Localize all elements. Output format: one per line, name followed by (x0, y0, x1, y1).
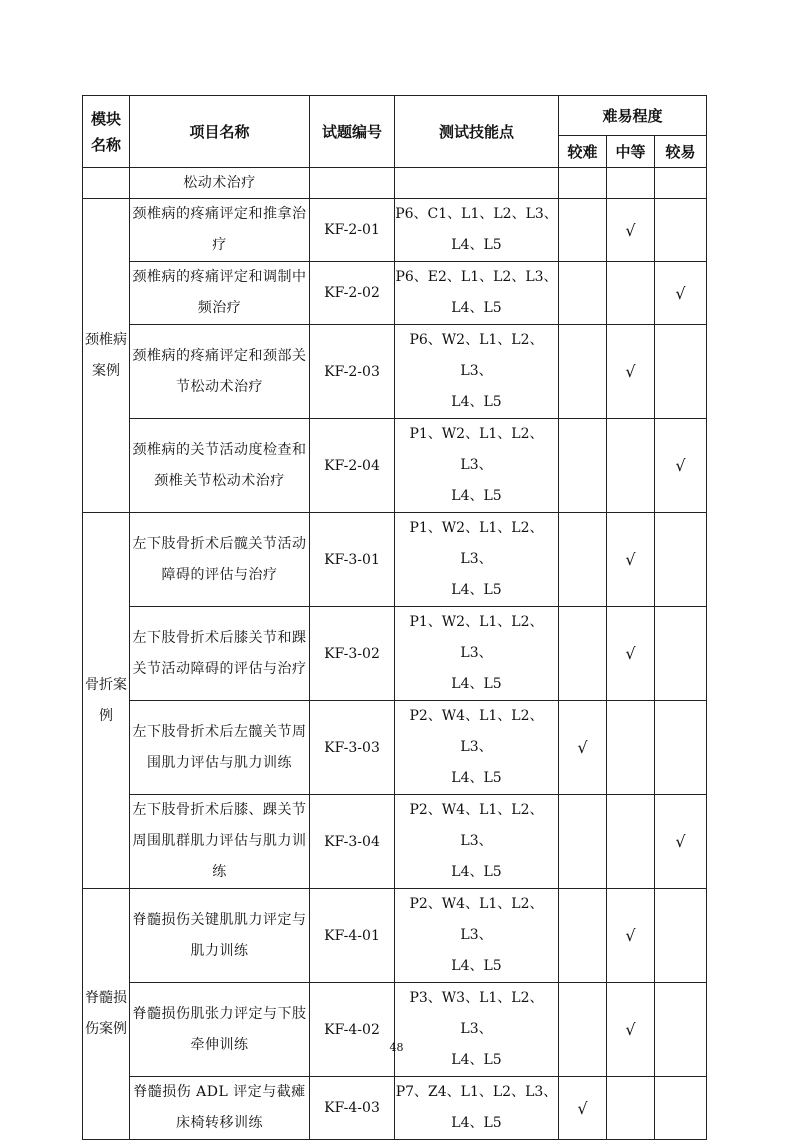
header-code: 试题编号 (310, 96, 395, 168)
item-code: KF-4-02 (310, 983, 395, 1077)
table-row (83, 325, 707, 419)
item-code: KF-3-03 (310, 701, 395, 795)
check-hard (559, 325, 607, 419)
project-name: 颈椎病的疼痛评定和推拿治疗 (130, 199, 310, 262)
table-row (83, 701, 707, 795)
item-code: KF-4-03 (310, 1077, 395, 1140)
skill-points: P2、W4、L1、L2、L3、 L4、L5 (395, 795, 559, 889)
check-easy (655, 1077, 707, 1140)
item-code: KF-4-01 (310, 889, 395, 983)
skill-points: P7、Z4、L1、L2、L3、 L4、L5 (395, 1077, 559, 1140)
check-hard: √ (559, 1077, 607, 1140)
check-medium: √ (607, 983, 655, 1077)
check-easy: √ (655, 795, 707, 889)
table-row (83, 199, 707, 262)
header-easy: 较易 (655, 136, 707, 168)
page-number: 48 (389, 1041, 404, 1054)
project-name: 左下肢骨折术后髋关节活动障碍的评估与治疗 (130, 513, 310, 607)
check-medium (607, 1077, 655, 1140)
skill-points: P1、W2、L1、L2、L3、 L4、L5 (395, 607, 559, 701)
table-row (83, 1077, 707, 1140)
project-name: 左下肢骨折术后膝、踝关节周围肌群肌力评估与肌力训练 (130, 795, 310, 889)
module-cell: 骨折案例 (83, 513, 130, 889)
table-row (83, 262, 707, 325)
item-code: KF-3-02 (310, 607, 395, 701)
check-easy: √ (655, 262, 707, 325)
check-medium: √ (607, 513, 655, 607)
table-row (83, 795, 707, 889)
project-name: 脊髓损伤 ADL 评定与截瘫床椅转移训练 (130, 1077, 310, 1140)
check-medium (607, 701, 655, 795)
skill-points: P6、C1、L1、L2、L3、 L4、L5 (395, 199, 559, 262)
header-medium: 中等 (607, 136, 655, 168)
project-name: 左下肢骨折术后左髋关节周围肌力评估与肌力训练 (130, 701, 310, 795)
skill-points: P2、W4、L1、L2、L3、 L4、L5 (395, 889, 559, 983)
project-name: 脊髓损伤关键肌肌力评定与肌力训练 (130, 889, 310, 983)
header-difficulty: 难易程度 (559, 96, 707, 136)
skill-points: P1、W2、L1、L2、L3、 L4、L5 (395, 513, 559, 607)
check-medium: √ (607, 607, 655, 701)
check-easy (655, 325, 707, 419)
module-cell: 脊髓损伤案例 (83, 889, 130, 1140)
check-hard (559, 262, 607, 325)
continuation-row (83, 168, 707, 199)
check-easy (655, 983, 707, 1077)
check-easy (655, 513, 707, 607)
table-row (83, 607, 707, 701)
table-row (83, 983, 707, 1077)
table-row (83, 419, 707, 513)
check-hard (559, 513, 607, 607)
check-hard (559, 199, 607, 262)
skill-points: P6、E2、L1、L2、L3、 L4、L5 (395, 262, 559, 325)
check-hard: √ (559, 701, 607, 795)
check-easy (655, 701, 707, 795)
item-code: KF-2-03 (310, 325, 395, 419)
item-code: KF-2-04 (310, 419, 395, 513)
item-code: KF-3-01 (310, 513, 395, 607)
check-medium (607, 419, 655, 513)
table-row (83, 889, 707, 983)
skill-points: P3、W3、L1、L2、L3、 L4、L5 (395, 983, 559, 1077)
table-row (83, 513, 707, 607)
item-code: KF-3-04 (310, 795, 395, 889)
check-hard (559, 607, 607, 701)
item-code: KF-2-01 (310, 199, 395, 262)
item-code: KF-2-02 (310, 262, 395, 325)
check-medium (607, 795, 655, 889)
header-skills: 测试技能点 (395, 96, 559, 168)
header-hard: 较难 (559, 136, 607, 168)
header-project: 项目名称 (130, 96, 310, 168)
skill-points: P6、W2、L1、L2、L3、 L4、L5 (395, 325, 559, 419)
project-name: 松动术治疗 (130, 168, 310, 199)
module-cell: 颈椎病案例 (83, 199, 130, 513)
project-name: 颈椎病的疼痛评定和调制中频治疗 (130, 262, 310, 325)
check-hard (559, 889, 607, 983)
check-hard (559, 983, 607, 1077)
check-easy (655, 889, 707, 983)
skill-points: P2、W4、L1、L2、L3、 L4、L5 (395, 701, 559, 795)
skill-points: P1、W2、L1、L2、L3、 L4、L5 (395, 419, 559, 513)
check-hard (559, 795, 607, 889)
check-medium (607, 262, 655, 325)
project-name: 左下肢骨折术后膝关节和踝关节活动障碍的评估与治疗 (130, 607, 310, 701)
check-medium: √ (607, 199, 655, 262)
header-module: 模块名称 (83, 96, 130, 168)
check-easy (655, 199, 707, 262)
check-easy: √ (655, 419, 707, 513)
project-name: 脊髓损伤肌张力评定与下肢牵伸训练 (130, 983, 310, 1077)
check-medium: √ (607, 889, 655, 983)
exam-items-table (82, 95, 707, 1140)
project-name: 颈椎病的关节活动度检查和颈椎关节松动术治疗 (130, 419, 310, 513)
check-medium: √ (607, 325, 655, 419)
check-easy (655, 607, 707, 701)
check-hard (559, 419, 607, 513)
project-name: 颈椎病的疼痛评定和颈部关节松动术治疗 (130, 325, 310, 419)
